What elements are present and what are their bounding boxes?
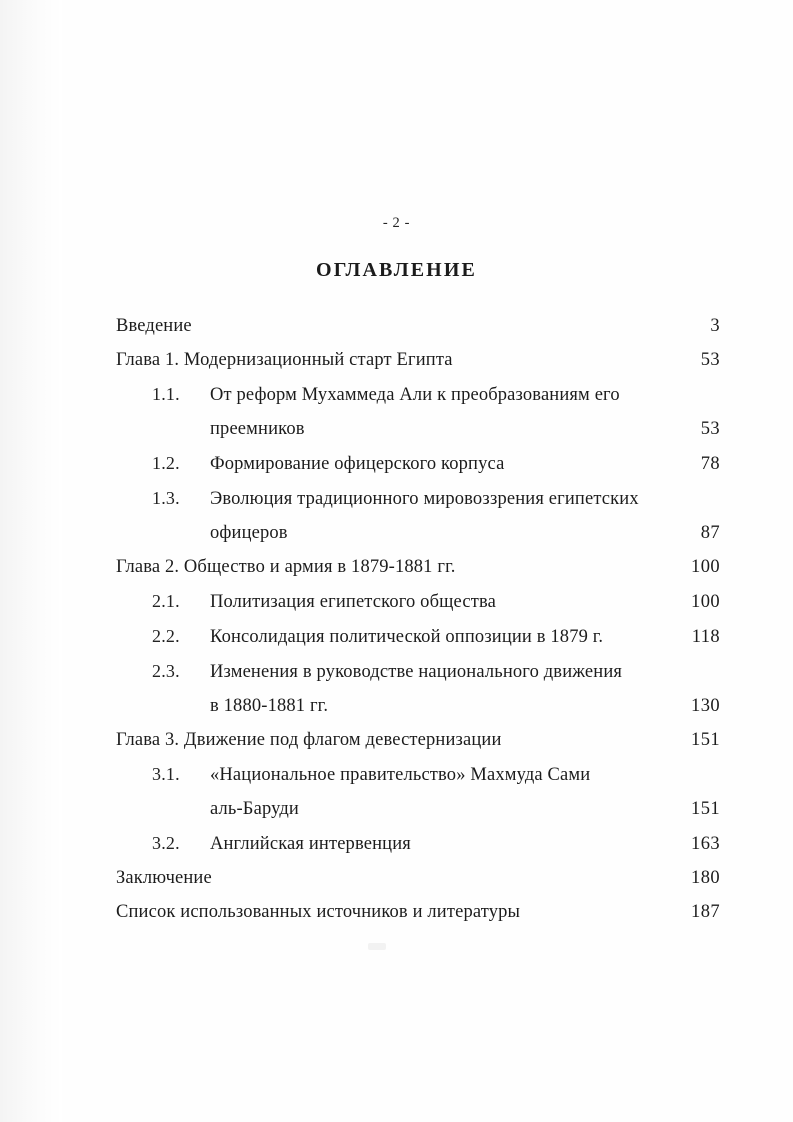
toc-entry [112,619,720,654]
toc-entry-page-number: 53 [700,419,720,439]
toc-entry-title: От реформ Мухаммеда Али к преобразованиям его [210,385,620,405]
toc-entry-number: 1.3. [152,488,180,508]
toc-entry-page-number: 187 [691,902,720,922]
toc-entry [112,792,720,826]
toc-entry-number: 1.1. [152,384,180,404]
toc-entry-page-number: 100 [691,592,720,612]
toc-entry-page-number: 87 [700,523,720,543]
toc-entry [112,689,720,723]
toc-entry-title: офицеров [210,523,288,543]
toc-entry [112,446,720,481]
toc-entry [112,377,720,412]
toc-entry-title: Формирование офицерского корпуса [210,454,505,474]
toc-entry-title: Английская интервенция [210,834,411,854]
page-title: ОГЛАВЛЕНИЕ [316,259,477,282]
toc-entry [112,861,720,895]
toc-entry-number: 1.2. [152,453,180,473]
toc-entry-number: 2.1. [152,591,180,611]
toc-entry-title: Глава 1. Модернизационный старт Египта [116,350,453,370]
toc-entry-title: Изменения в руководстве национального движения [210,662,623,682]
toc-entry-title: Консолидация политической оппозиции в 1879 г. [210,627,604,647]
toc-entry-page-number: 163 [691,834,720,854]
toc-entry-number: 2.3. [152,661,180,681]
toc-entry [112,757,720,792]
page-folio-number: - 2 - [382,215,411,231]
scan-speck-artifact [368,943,386,950]
toc-entry [112,723,720,757]
toc-entry-page-number: 53 [700,350,720,370]
toc-entry-page-number: 180 [691,868,720,888]
toc-entry-title: Глава 2. Общество и армия в 1879-1881 гг. [116,557,456,577]
toc-entry-title: в 1880-1881 гг. [210,696,329,716]
scan-edge-artifact [0,0,62,1122]
toc-entry-page-number: 118 [691,627,720,647]
toc-entry-title: аль-Баруди [210,799,299,819]
toc-entry-page-number: 151 [691,799,720,819]
toc-entry-number: 3.1. [152,764,180,784]
toc-entry [112,895,720,929]
table-of-contents [112,309,720,929]
toc-entry-title: Список использованных источников и литературы [116,902,521,922]
toc-entry-title: Эволюция традиционного мировоззрения египетских [210,489,639,509]
toc-entry [112,309,720,343]
toc-entry [112,481,720,516]
toc-entry-title: Политизация египетского общества [210,592,496,612]
toc-entry [112,412,720,446]
toc-entry-page-number: 3 [710,316,720,336]
toc-entry [112,584,720,619]
toc-entry-page-number: 130 [691,696,720,716]
toc-entry-number: 3.2. [152,833,180,853]
toc-entry-title: Введение [116,316,192,336]
toc-entry [112,654,720,689]
toc-entry-page-number: 78 [700,454,720,474]
toc-entry-page-number: 151 [691,730,720,750]
toc-entry-title: «Национальное правительство» Махмуда Сами [210,765,591,785]
toc-entry-title: Глава 3. Движение под флагом девестернизации [116,730,502,750]
toc-entry [112,516,720,550]
toc-entry-title: преемников [210,419,305,439]
toc-entry-title: Заключение [116,868,212,888]
toc-entry [112,550,720,584]
toc-entry-number: 2.2. [152,626,180,646]
toc-entry-page-number: 100 [691,557,720,577]
toc-entry [112,826,720,861]
toc-entry [112,343,720,377]
